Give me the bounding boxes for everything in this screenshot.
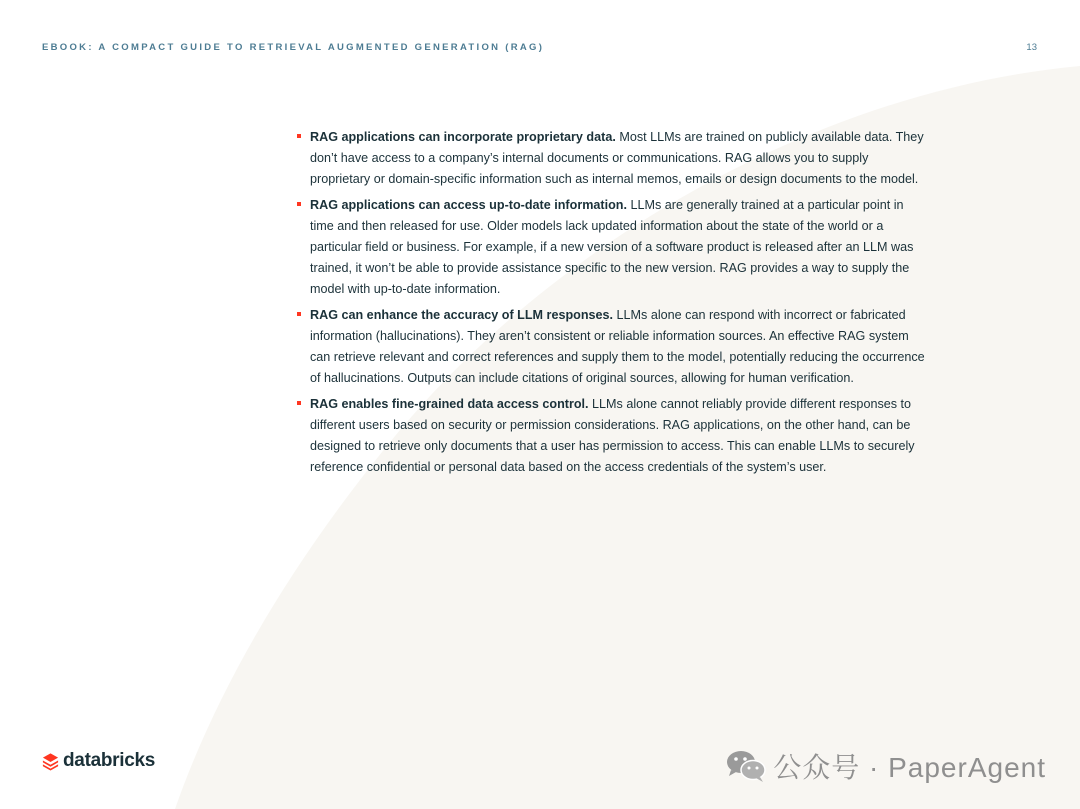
bullet-body: LLMs are generally trained at a particular point in time and then released for use. Older models lack updated information about the state of the world or a particular field or business. For example, if a new version of a software product is released after an LLM was trained, it won’t be able to provide assistance specific to the new version. RAG provides a way to supply the model with up-to-date information. xyxy=(310,198,914,296)
list-item xyxy=(296,127,926,190)
bullet-heading: RAG applications can incorporate proprietary data. xyxy=(310,130,616,144)
bullet-body: Most LLMs are trained on publicly available data. They don’t have access to a company’s internal documents or communications. RAG allows you to supply proprietary or domain-specific information such as internal memos, emails or design documents to the model. xyxy=(310,130,924,186)
bullet-heading: RAG applications can access up-to-date information. xyxy=(310,198,627,212)
bullet-text xyxy=(310,195,926,300)
bullet-heading: RAG can enhance the accuracy of LLM responses. xyxy=(310,308,614,322)
bullet-square-icon xyxy=(297,202,301,206)
bullet-text xyxy=(310,305,926,389)
wechat-watermark xyxy=(725,746,1046,786)
bullet-text xyxy=(310,127,926,190)
bullet-body: LLMs alone cannot reliably provide different responses to different users based on security or permission considerations. RAG applications, on the other hand, can be designed to retrieve only documents that a user has permission to access. This can enable LLMs to securely reference confidential or personal data based on the access credentials of the system’s user. xyxy=(310,397,915,474)
bullet-square-icon xyxy=(297,401,301,405)
logo-text: databricks xyxy=(63,750,156,771)
bullet-text xyxy=(310,394,926,478)
bullet-heading: RAG enables fine-grained data access control. xyxy=(310,397,589,411)
bullet-square-icon xyxy=(297,134,301,138)
list-item xyxy=(296,195,926,300)
databricks-logo xyxy=(41,750,155,772)
wechat-icon xyxy=(725,748,767,784)
list-item xyxy=(296,394,926,478)
page-number: 13 xyxy=(1026,42,1037,53)
header-title: EBOOK: A COMPACT GUIDE TO RETRIEVAL AUGMENTED GENERATION (RAG) xyxy=(42,42,545,53)
databricks-stack-icon xyxy=(41,751,60,771)
bullet-square-icon xyxy=(297,312,301,316)
list-item xyxy=(296,305,926,389)
bullet-body: LLMs alone can respond with incorrect or fabricated information (hallucinations). They aren’t consistent or reliable information sources. An effective RAG system can retrieve relevant and correct references and supply them to the model, potentially reducing the occurrence of hallucinations. Outputs can include citations of original sources, allowing for human verification. xyxy=(310,308,925,385)
bullet-list xyxy=(296,127,926,483)
watermark-text: 公众号 · PaperAgent xyxy=(773,752,1046,783)
